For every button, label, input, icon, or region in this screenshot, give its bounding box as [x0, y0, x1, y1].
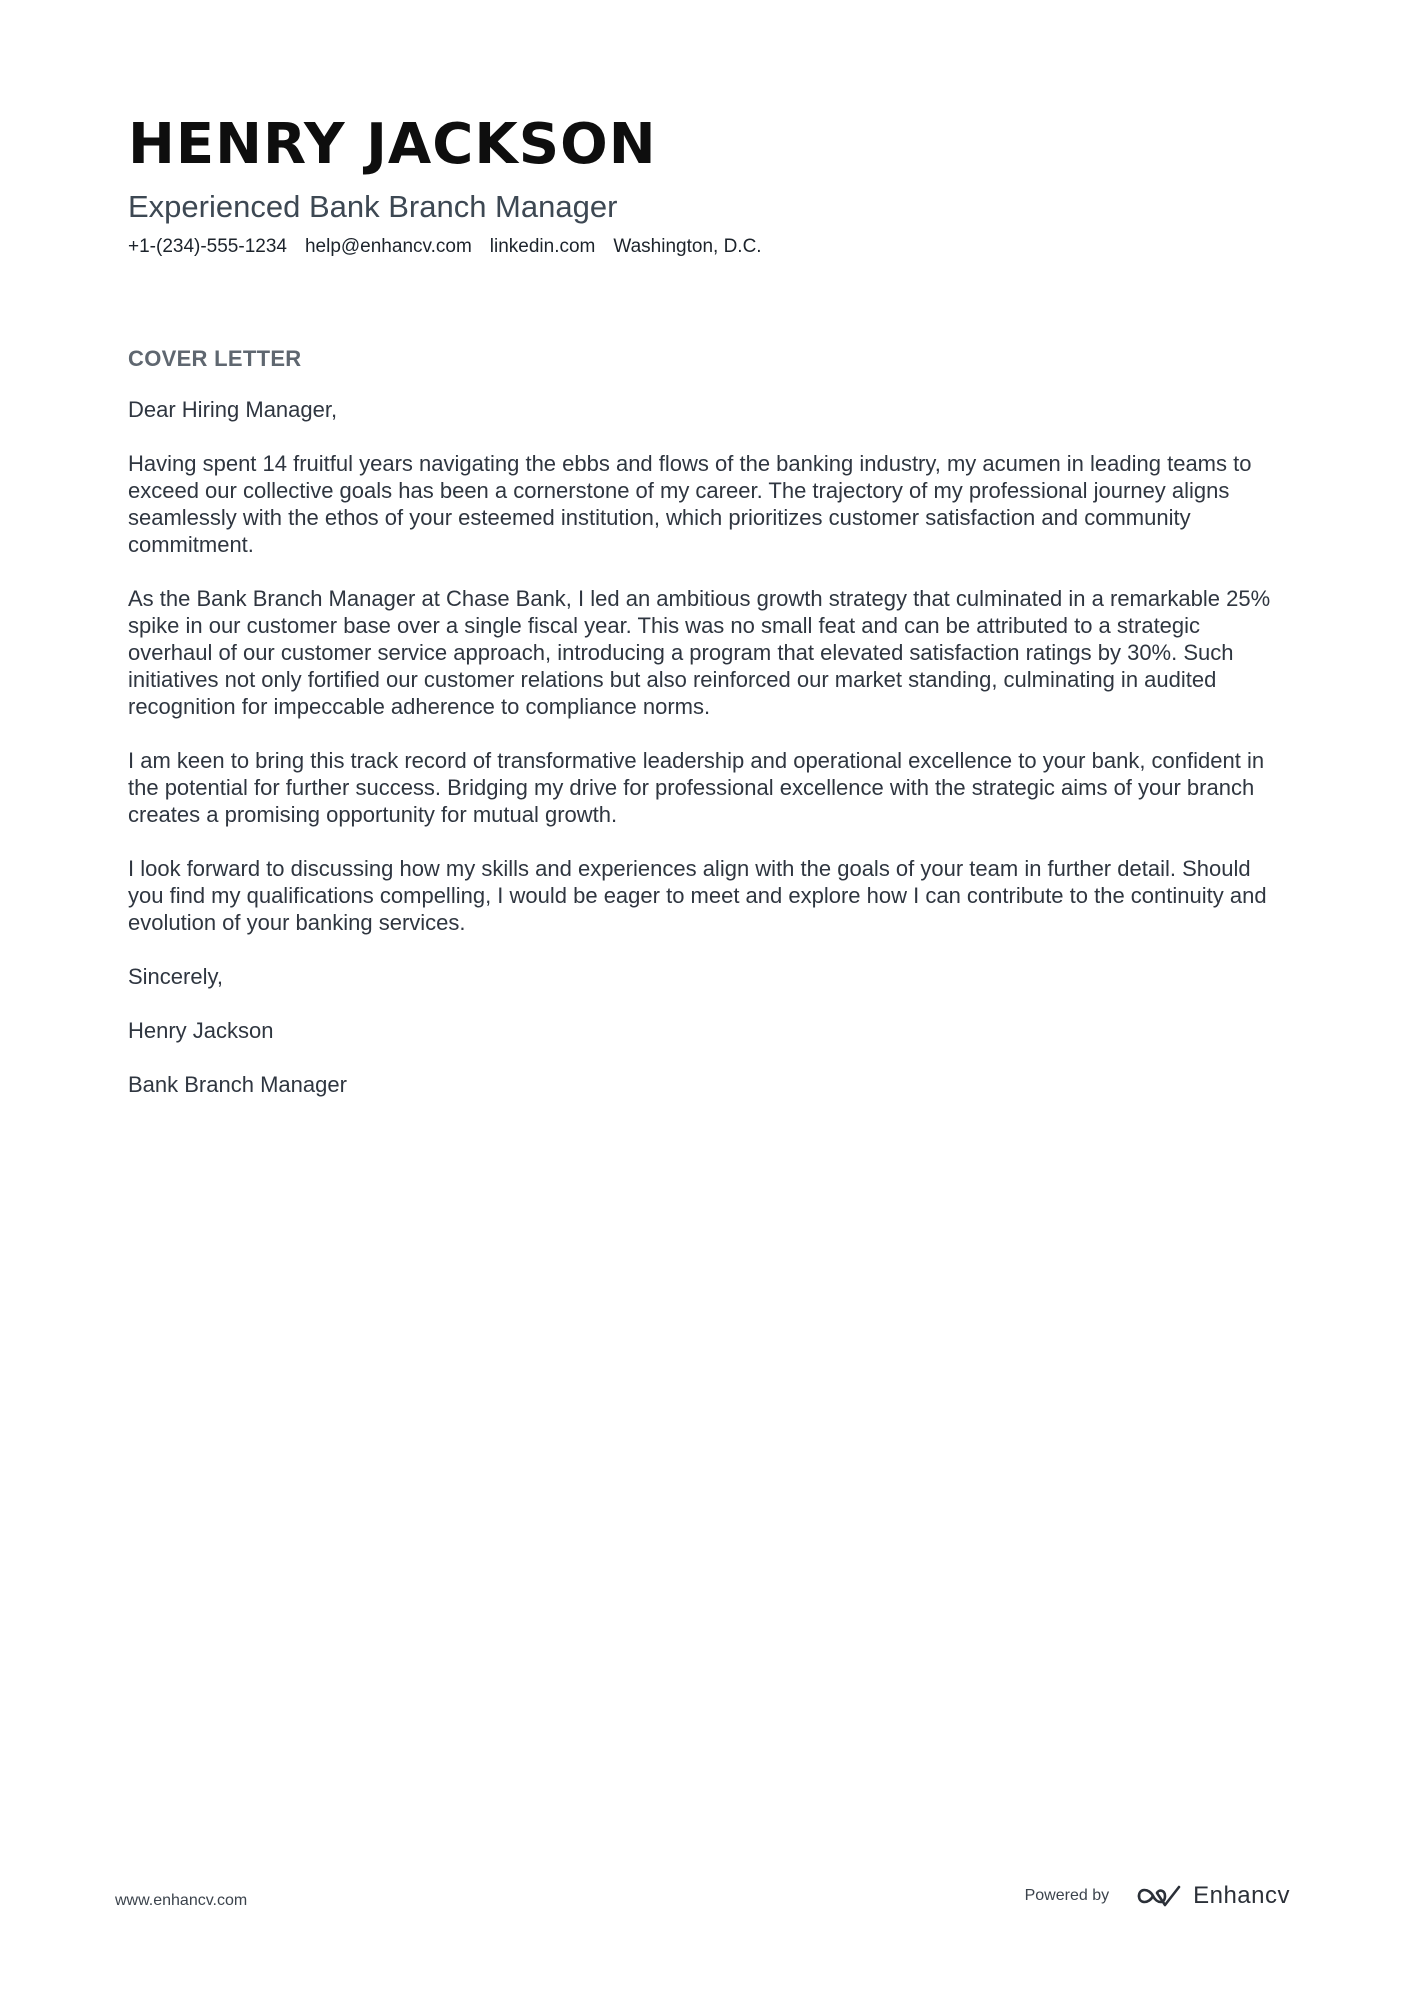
signature-title: Bank Branch Manager	[128, 1072, 347, 1097]
brand-logo[interactable]	[1135, 1882, 1290, 1910]
contact-linkedin[interactable]: linkedin.com	[489, 236, 596, 257]
footer-branding	[1025, 1882, 1290, 1910]
letter-body	[128, 344, 1288, 1125]
contact-location: Washington, D.C.	[613, 236, 762, 257]
brand-name: Enhancv	[1193, 1882, 1290, 1909]
contact-row	[128, 234, 1288, 260]
paragraph-1: Having spent 14 fruitful years navigating the ebbs and flows of the banking industry, my acumen in leading teams to exceed our collective goals has been a cornerstone of my career. The trajectory of my professional journey aligns seamlessly with the ethos of your esteemed institution, which prioritizes customer satisfaction and community commitment.	[128, 451, 1252, 557]
contact-phone: +1-(234)-555-1234	[128, 236, 287, 257]
paragraph-3: I am keen to bring this track record of transformative leadership and operational excellence to your bank, confident in the potential for further success. Bridging my drive for professional excellence with the strategic aims of your branch creates a promising opportunity for mutual growth.	[128, 748, 1265, 827]
powered-by-label: Powered by	[1024, 1887, 1110, 1904]
applicant-title: Experienced Bank Branch Manager	[128, 189, 618, 224]
closing: Sincerely,	[128, 964, 223, 989]
enhancv-logo-icon	[1135, 1883, 1183, 1909]
paragraph-2: As the Bank Branch Manager at Chase Bank, I led an ambitious growth strategy that culminated in a remarkable 25% spike in our customer base over a single fiscal year. This was no small feat and can be attributed to a strategic overhaul of our customer service approach, introducing a program that elevated satisfaction ratings by 30%. Such initiatives not only fortified our customer relations but also reinforced our market standing, culminating in audited recognition for impeccable adherence to compliance norms.	[128, 586, 1271, 719]
header	[128, 112, 1288, 260]
applicant-name: HENRY JACKSON	[128, 112, 657, 177]
signature-name: Henry Jackson	[128, 1018, 274, 1043]
contact-email[interactable]: help@enhancv.com	[304, 236, 472, 257]
greeting: Dear Hiring Manager,	[128, 397, 338, 422]
paragraph-4: I look forward to discussing how my skills and experiences align with the goals of your team in further detail. Should you find my qualifications compelling, I would be eager to meet and explore how I can contribute to the continuity and evolution of your banking services.	[128, 856, 1267, 935]
footer-website[interactable]: www.enhancv.com	[115, 1892, 248, 1909]
section-heading: COVER LETTER	[128, 346, 302, 371]
